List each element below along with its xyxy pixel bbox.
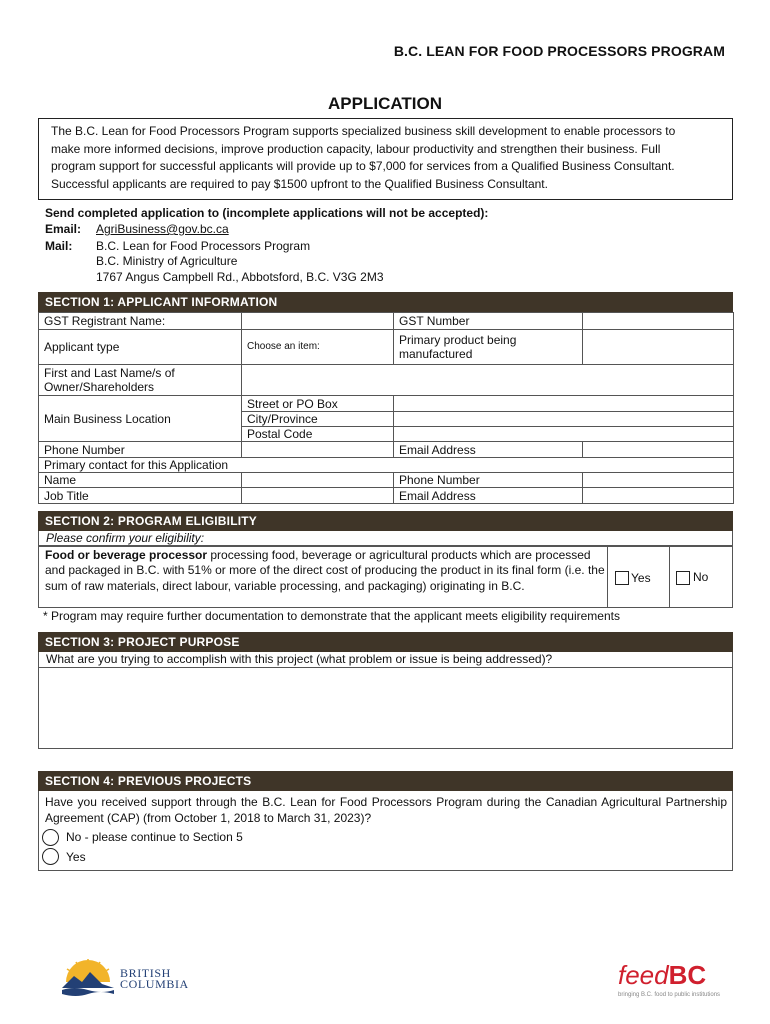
application-title: APPLICATION [328,94,442,113]
previous-projects-question: Have you received support through the B.C. Lean for Food Processors Program during the Canadian Agricultural Partnership Agreement (CAP) (from October 1, 2018 to March 31, 2023)? [45,795,727,825]
intro-line: Successful applicants are required to pay $1500 upfront to the Qualified Business Consultant. [51,176,548,191]
contact-email-label: Email Address [394,488,583,504]
intro-line: make more informed decisions, improve production capacity, labour productivity and strengthen their business. Full [51,141,661,156]
contact-name-field[interactable] [242,473,394,488]
email-label: Email: [45,222,82,236]
eligibility-criteria [45,548,607,594]
criteria-bold: Food or beverage processor [45,548,208,562]
section4-header: SECTION 4: PREVIOUS PROJECTS [38,771,733,791]
previous-no-label: No - please continue to Section 5 [66,830,243,844]
bc-logo-text-line2: COLUMBIA [120,977,189,991]
mail-label: Mail: [45,239,73,253]
eligibility-prompt: Please confirm your eligibility: [38,531,733,546]
city-field[interactable] [394,412,734,427]
main-location-label: Main Business Location [39,396,242,442]
previous-yes-radio[interactable] [42,848,59,865]
eligibility-no-checkbox[interactable] [676,571,690,585]
phone-field[interactable] [242,442,394,458]
previous-no-radio[interactable] [42,829,59,846]
postal-field[interactable] [394,427,734,442]
bc-logo-text-line1: BRITISH [120,966,171,980]
criteria-text: processing food, beverage or agricultural products which are processed and packaged in B.C. with 51% or more of the direct cost of producing the product in its final form (i.e. the sum of raw materials, direct labour, variable processing, and packaging) originating in B.C. [45,548,605,593]
gst-registrant-label: GST Registrant Name: [39,313,242,330]
mail-line: B.C. Lean for Food Processors Program [96,239,311,253]
feedbc-logo-bc: BC [668,960,707,990]
intro-box [38,118,733,200]
contact-email-field[interactable] [583,488,734,504]
owner-names-field[interactable] [242,365,734,396]
section1-header: SECTION 1: APPLICANT INFORMATION [38,292,733,312]
gst-number-label: GST Number [394,313,583,330]
divider [607,547,608,607]
street-label: Street or PO Box [242,396,394,412]
eligibility-footnote: * Program may require further documentation to demonstrate that the applicant meets eligibility requirements [43,609,620,623]
previous-yes-label: Yes [66,850,86,864]
mail-line: B.C. Ministry of Agriculture [96,254,238,268]
eligibility-no-label: No [693,570,709,584]
feedbc-tagline: bringing B.C. food to public institutions [618,992,721,998]
eligibility-yes-label: Yes [631,571,651,585]
previous-projects-box [38,791,733,871]
contact-name-label: Name [39,473,242,488]
primary-product-label: Primary product being manufactured [394,330,583,365]
applicant-info-table [38,312,734,504]
submission-heading: Send completed application to (incomplete applications will not be accepted): [45,206,489,220]
applicant-type-label: Applicant type [39,330,242,365]
feedbc-logo-feed: feed [618,960,669,990]
email-address-field[interactable] [583,442,734,458]
city-label: City/Province [242,412,394,427]
intro-line: program support for successful applicants will provide up to $7,000 for services from a Qualified Business Consultant. [51,159,675,173]
contact-phone-label: Phone Number [394,473,583,488]
feedbc-logo [618,960,728,1002]
section3-header: SECTION 3: PROJECT PURPOSE [38,632,733,652]
section2-header: SECTION 2: PROGRAM ELIGIBILITY [38,511,733,531]
eligibility-box [38,546,733,608]
gst-number-field[interactable] [583,313,734,330]
street-field[interactable] [394,396,734,412]
email-link[interactable]: AgriBusiness@gov.bc.ca [96,222,229,236]
contact-title-label: Job Title [39,488,242,504]
gst-registrant-field[interactable] [242,313,394,330]
mail-line: 1767 Angus Campbell Rd., Abbotsford, B.C. V3G 2M3 [96,270,384,284]
intro-line: The B.C. Lean for Food Processors Program supports specialized business skill development to enable processors to [51,124,676,138]
project-purpose-question: What are you trying to accomplish with this project (what problem or issue is being addressed)? [38,652,733,668]
eligibility-yes-checkbox[interactable] [615,571,629,585]
project-purpose-textarea[interactable] [38,668,733,749]
primary-contact-label: Primary contact for this Application [39,458,734,473]
contact-phone-field[interactable] [583,473,734,488]
contact-title-field[interactable] [242,488,394,504]
program-title: B.C. LEAN FOR FOOD PROCESSORS PROGRAM [393,43,725,59]
applicant-type-select[interactable]: Choose an item: [242,330,394,365]
email-address-label: Email Address [394,442,583,458]
postal-label: Postal Code [242,427,394,442]
owner-names-label: First and Last Name/s of Owner/Shareholders [39,365,242,396]
bc-government-logo [60,958,190,998]
phone-label: Phone Number [39,442,242,458]
primary-product-field[interactable] [583,330,734,365]
divider [669,547,670,607]
